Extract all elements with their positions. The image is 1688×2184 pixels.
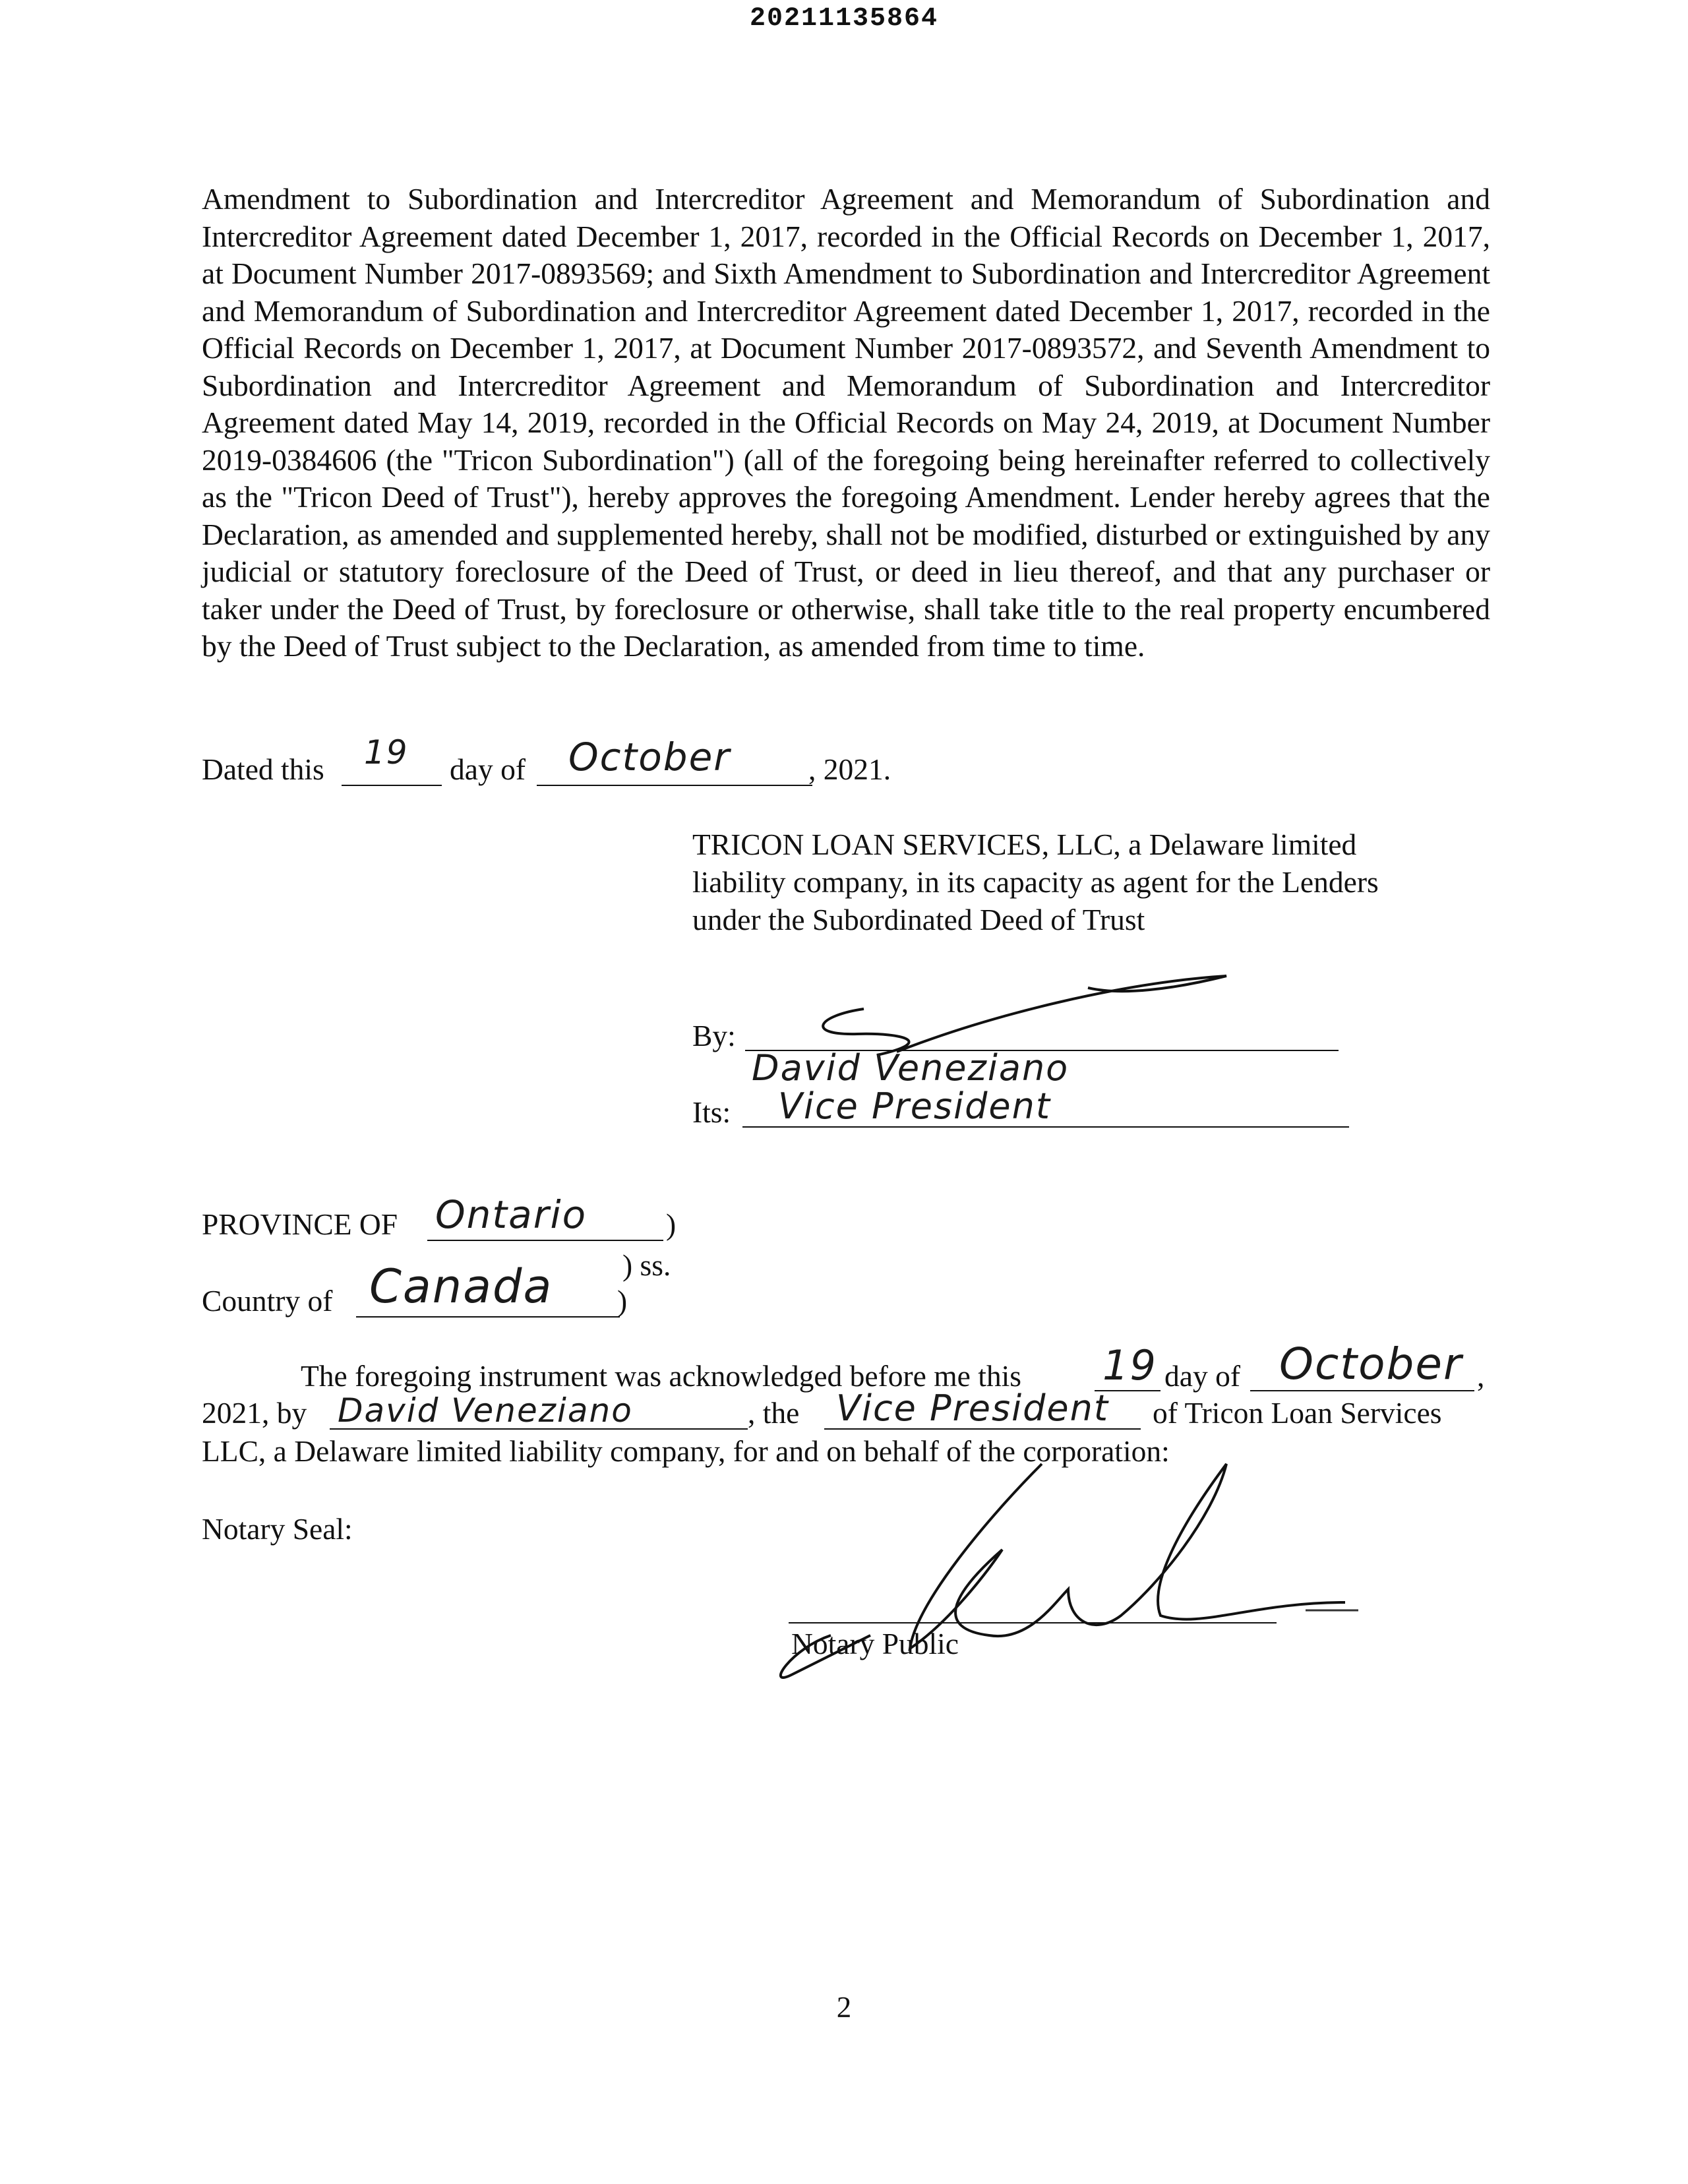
notary-seal-label: Notary Seal: xyxy=(202,1512,353,1546)
ack-line-1a: The foregoing instrument was acknowledged before me this xyxy=(301,1359,1021,1393)
signatory-line-2: liability company, in its capacity as agent for the Lenders xyxy=(692,865,1379,899)
dated-prefix: Dated this xyxy=(202,752,324,786)
document-number: 20211135864 xyxy=(749,4,939,34)
dated-middle: day of xyxy=(450,752,526,786)
ack-line-2a: 2021, by xyxy=(202,1396,307,1430)
dated-suffix: , 2021. xyxy=(808,752,891,786)
province-paren: ) xyxy=(666,1207,677,1241)
ack-name-handwritten: David Veneziano xyxy=(338,1391,633,1430)
country-paren: ) xyxy=(617,1284,628,1318)
country-blank xyxy=(356,1316,620,1318)
signatory-name-handwritten: David Veneziano xyxy=(752,1047,1070,1089)
ss-label: ) ss. xyxy=(622,1248,671,1282)
dated-month-handwritten: October xyxy=(568,735,731,779)
ack-line-1c: , xyxy=(1477,1359,1485,1393)
page-number: 2 xyxy=(836,1991,852,2024)
dated-day-handwritten: 19 xyxy=(364,733,409,772)
signatory-line-1: TRICON LOAN SERVICES, LLC, a Delaware limited xyxy=(692,828,1357,861)
ack-day-handwritten: 19 xyxy=(1102,1341,1157,1389)
body-paragraph: Amendment to Subordination and Intercreditor Agreement and Memorandum of Subordination and Intercreditor Agreement dated December 1, 2017, recorded in the Official Records on December 1, 2017, at Document Number 2017-0893569; and Sixth Amendment to Subordination and Intercreditor Agreement and Memorandum of Subordination and Intercreditor Agreement dated December 1, 2017, recorded in the Official Records on December 1, 2017, at Document Number 2017-0893572, and Seventh Amendment to Subordination and Intercreditor Agreement and Memorandum of Subordination and Intercreditor Agreement dated May 14, 2019, recorded in the Official Records on May 24, 2019, at Document Number 2019-0384606 (the "Tricon Subordination") (all of the foregoing being hereinafter referred to collectively as the "Tricon Deed of Trust"), hereby approves the foregoing Amendment. Lender hereby agrees that the Declaration, as amended and supplemented hereby, shall not be modified, disturbed or extinguished by any judicial or statutory foreclosure of the Deed of Trust, or deed in lieu thereof, and that any purchaser or taker under the Deed of Trust, by foreclosure or otherwise, shall take title to the real property encumbered by the Deed of Trust subject to the Declaration, as amended from time to time. xyxy=(202,182,1490,663)
signatory-line-3: under the Subordinated Deed of Trust xyxy=(692,903,1145,936)
province-handwritten: Ontario xyxy=(435,1192,588,1237)
ack-line-3: LLC, a Delaware limited liability company, for and on behalf of the corporation: xyxy=(202,1434,1170,1468)
province-label: PROVINCE OF xyxy=(202,1207,398,1241)
ack-line-2c: of Tricon Loan Services xyxy=(1153,1396,1442,1430)
ack-month-handwritten: October xyxy=(1279,1339,1463,1389)
province-blank xyxy=(427,1240,663,1241)
by-label: By: xyxy=(692,1019,736,1052)
country-label: Country of xyxy=(202,1284,333,1318)
country-handwritten: Canada xyxy=(369,1259,553,1314)
ack-line-1b: day of xyxy=(1164,1359,1240,1393)
its-label: Its: xyxy=(692,1095,731,1129)
notary-public-label: Notary Public xyxy=(791,1627,959,1660)
signatory-title-handwritten: Vice President xyxy=(778,1085,1052,1127)
dated-month-blank xyxy=(537,785,812,786)
ack-title-handwritten: Vice President xyxy=(836,1387,1110,1429)
ack-month-blank xyxy=(1250,1390,1474,1391)
dated-day-blank xyxy=(342,785,442,786)
notary-signature-line xyxy=(789,1622,1277,1623)
ack-line-2b: , the xyxy=(748,1396,800,1430)
